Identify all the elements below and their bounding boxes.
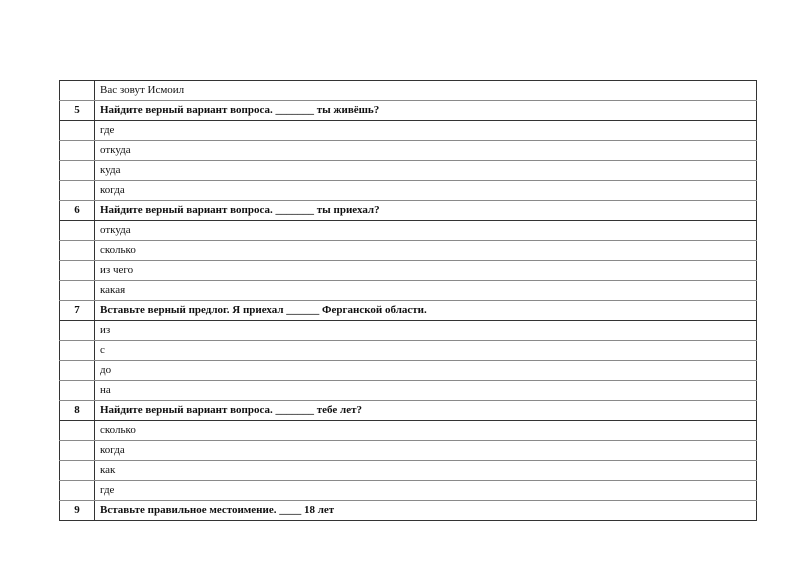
answer-option-row: [60, 361, 757, 381]
answer-option-row: [60, 421, 757, 441]
question-number: 9: [60, 501, 95, 521]
answer-option-row: [60, 121, 757, 141]
answer-option-row: [60, 161, 757, 181]
question-number: [60, 161, 95, 181]
answer-option-row: [60, 321, 757, 341]
answer-option-text: куда: [95, 161, 757, 181]
answer-option-text: сколько: [95, 241, 757, 261]
answer-option-row: [60, 481, 757, 501]
answer-option-text: как: [95, 461, 757, 481]
question-number: 7: [60, 301, 95, 321]
answer-option-row: [60, 221, 757, 241]
question-number: [60, 281, 95, 301]
question-text: Вставьте правильное местоимение. ____ 18 лет: [95, 501, 757, 521]
question-number: [60, 241, 95, 261]
question-row: [60, 101, 757, 121]
question-text: Вставьте верный предлог. Я приехал ______ Ферганской области.: [95, 301, 757, 321]
question-text: Найдите верный вариант вопроса. _______ тебе лет?: [95, 401, 757, 421]
question-text: Найдите верный вариант вопроса. _______ ты живёшь?: [95, 101, 757, 121]
answer-option-row: [60, 181, 757, 201]
quiz-table: [59, 80, 757, 521]
answer-option-text: с: [95, 341, 757, 361]
question-number: [60, 381, 95, 401]
question-number: [60, 181, 95, 201]
question-number: [60, 261, 95, 281]
answer-option-text: где: [95, 481, 757, 501]
question-number: [60, 341, 95, 361]
question-text: Найдите верный вариант вопроса. _______ ты приехал?: [95, 201, 757, 221]
answer-option-text: когда: [95, 441, 757, 461]
answer-option-row: [60, 461, 757, 481]
question-number: [60, 81, 95, 101]
answer-option-row: [60, 441, 757, 461]
answer-option-text: из чего: [95, 261, 757, 281]
answer-option-row: [60, 81, 757, 101]
question-row: [60, 401, 757, 421]
question-number: [60, 481, 95, 501]
answer-option-row: [60, 141, 757, 161]
document-page: [59, 80, 757, 521]
question-row: [60, 201, 757, 221]
question-number: [60, 121, 95, 141]
answer-option-text: до: [95, 361, 757, 381]
answer-option-text: Вас зовут Исмоил: [95, 81, 757, 101]
quiz-table-body: [60, 81, 757, 521]
question-number: 6: [60, 201, 95, 221]
answer-option-text: какая: [95, 281, 757, 301]
question-number: [60, 141, 95, 161]
answer-option-text: где: [95, 121, 757, 141]
question-number: 8: [60, 401, 95, 421]
question-number: 5: [60, 101, 95, 121]
question-row: [60, 301, 757, 321]
answer-option-text: когда: [95, 181, 757, 201]
answer-option-row: [60, 341, 757, 361]
answer-option-text: на: [95, 381, 757, 401]
answer-option-row: [60, 261, 757, 281]
answer-option-text: из: [95, 321, 757, 341]
question-number: [60, 461, 95, 481]
question-number: [60, 361, 95, 381]
answer-option-row: [60, 241, 757, 261]
question-number: [60, 321, 95, 341]
question-number: [60, 221, 95, 241]
answer-option-text: сколько: [95, 421, 757, 441]
answer-option-text: откуда: [95, 141, 757, 161]
question-number: [60, 421, 95, 441]
answer-option-text: откуда: [95, 221, 757, 241]
answer-option-row: [60, 281, 757, 301]
question-row: [60, 501, 757, 521]
question-number: [60, 441, 95, 461]
answer-option-row: [60, 381, 757, 401]
